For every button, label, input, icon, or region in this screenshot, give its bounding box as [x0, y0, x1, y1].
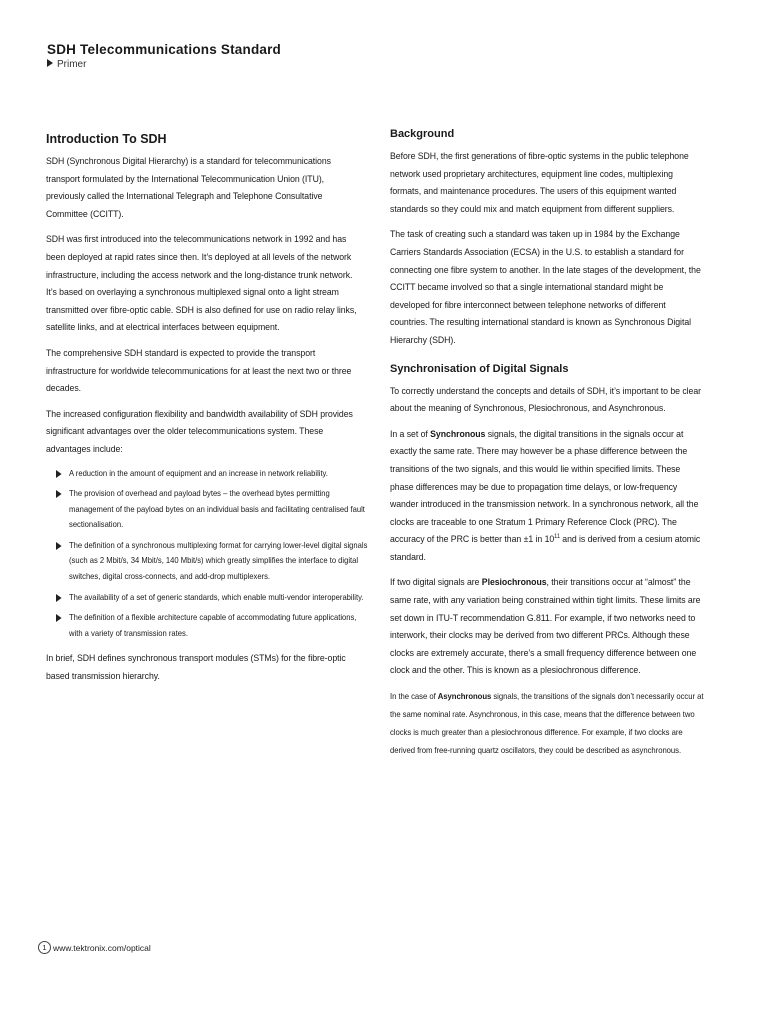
- text-run: If two digital signals are: [390, 576, 482, 588]
- list-item: [56, 466, 369, 482]
- document-title: SDH Telecommunications Standard: [47, 42, 281, 57]
- term-plesiochronous: Plesiochronous: [481, 576, 547, 588]
- triangle-bullet-icon: [56, 594, 62, 602]
- sync-paragraph-3: [390, 573, 704, 679]
- text-run: signals, the transitions of the signals don’t necessarily occur at the same nominal rate. Asynchronous, in this case, means that the difference between two clocks is much greater than a plesiochronous difference. For example, if two clocks are derived from free-running quartz oscillators, they could be described as asynchronous.: [390, 691, 704, 756]
- list-item-text: The availability of a set of generic standards, which enable multi-vendor interoperability.: [69, 592, 364, 602]
- list-item: [56, 610, 369, 641]
- exponent: 11: [554, 534, 560, 541]
- intro-paragraph-5: In brief, SDH defines synchronous transport modules (STMs) for the fibre-optic based transmission hierarchy.: [46, 652, 346, 682]
- list-item-text: The definition of a flexible architecture capable of accommodating future applications, with a variety of transmission rates.: [69, 613, 357, 638]
- text-run: In a set of: [390, 427, 431, 439]
- page-number: 1: [38, 941, 51, 954]
- sync-paragraph-4: [390, 687, 704, 759]
- right-column: [390, 128, 706, 767]
- list-item: [56, 486, 369, 533]
- text-run: signals, the digital transitions in the signals occur at exactly the same rate. There may however be a phase difference between the transitions of the two signals, and this would lie within specified limits. These phase differences may be due to propagation time delays, or low-frequency wander introduced in the transmission network. In a synchronous network, all the clocks are traceable to one Stratum 1 Primary Reference Clock (PRC). The accuracy of the PRC is better than ±1 in 10: [390, 427, 699, 545]
- text-run: and is derived from a cesium atomic standard.: [390, 533, 701, 562]
- background-paragraph-1: Before SDH, the first generations of fibre-optic systems in the public telephone network used proprietary architectures, equipment line codes, multiplexing formats, and maintenance procedures. The users of this equipment wanted standards so they could mix and match equipment from different suppliers.: [390, 150, 689, 214]
- list-item: [56, 590, 369, 606]
- list-item-text: The provision of overhead and payload bytes – the overhead bytes permitting management of the payload bytes on an individual basis and facilitating centralised fault sectionalisation.: [69, 489, 365, 530]
- term-asynchronous: Asynchronous: [437, 691, 492, 702]
- document-header: [47, 42, 281, 70]
- section-heading-introduction: Introduction To SDH: [46, 132, 167, 146]
- term-synchronous: Synchronous: [430, 427, 486, 439]
- text-run: In the case of: [390, 691, 438, 702]
- sync-paragraph-2: [390, 425, 704, 566]
- left-column: [46, 132, 368, 693]
- list-item-text: A reduction in the amount of equipment and an increase in network reliability.: [69, 468, 328, 478]
- section-heading-background: Background: [390, 128, 455, 140]
- subtitle-text: Primer: [57, 59, 87, 70]
- footer-url[interactable]: www.tektronix.com/optical: [53, 942, 151, 953]
- text-run: , their transitions occur at “almost” the same rate, with any variation being constrained within tight limits. These limits are set down in ITU-T recommendation G.811. For example, if two networks need to interwork, their clocks may be derived from two different PRCs. Although these clocks are extremely accurate, there’s a small frequency difference between one clock and the other. This is known as a plesiochronous difference.: [390, 576, 701, 676]
- section-heading-synchronisation: Synchronisation of Digital Signals: [390, 362, 569, 375]
- triangle-bullet-icon: [47, 59, 53, 67]
- list-item: [56, 538, 369, 585]
- page-footer: [38, 941, 151, 954]
- document-subtitle: [47, 59, 281, 70]
- triangle-bullet-icon: [56, 490, 62, 498]
- background-paragraph-2: The task of creating such a standard was taken up in 1984 by the Exchange Carriers Standards Association (ECSA) in the U.S. to establish a standard for connecting one fibre system to another. In the late stages of the development, the CCITT became involved so that a single international standard might be developed for fibre interconnect between telephone networks of different countries. The resulting international standard is known as Synchronous Digital Hierarchy (SDH).: [390, 228, 701, 345]
- intro-paragraph-4: The increased configuration flexibility and bandwidth availability of SDH provides significant advantages over the older telecommunications system. These advantages include:: [46, 407, 353, 454]
- intro-paragraph-2: SDH was first introduced into the telecommunications network in 1992 and has been deployed at rapid rates since then. It’s deployed at all levels of the network infrastructure, including the access network and the long-distance trunk network. It’s based on overlaying a synchronous multiplexed signal onto a light stream transmitted over fibre-optic cable. SDH is also defined for use on radio relay links, satellite links, and at electrical interfaces between equipment.: [46, 233, 357, 333]
- advantages-list: [46, 466, 368, 642]
- triangle-bullet-icon: [56, 614, 62, 622]
- sync-paragraph-1: To correctly understand the concepts and details of SDH, it’s important to be clear about the meaning of Synchronous, Plesiochronous, and Asynchronous.: [390, 384, 701, 414]
- intro-paragraph-3: The comprehensive SDH standard is expected to provide the transport infrastructure for worldwide telecommunications for at least the next two or three decades.: [46, 346, 352, 394]
- triangle-bullet-icon: [56, 542, 62, 550]
- intro-paragraph-1: SDH (Synchronous Digital Hierarchy) is a standard for telecommunications transport formulated by the International Telecommunication Union (ITU), previously called the International Telegraph and Telephone Consultative Committee (CCITT).: [46, 155, 331, 219]
- triangle-bullet-icon: [56, 470, 62, 478]
- list-item-text: The definition of a synchronous multiplexing format for carrying lower-level digital signals (such as 2 Mbit/s, 34 Mbit/s, 140 Mbit/s) which greatly simplifies the interface to digital switches, digital cross-connects, and add-drop multiplexers.: [69, 540, 368, 582]
